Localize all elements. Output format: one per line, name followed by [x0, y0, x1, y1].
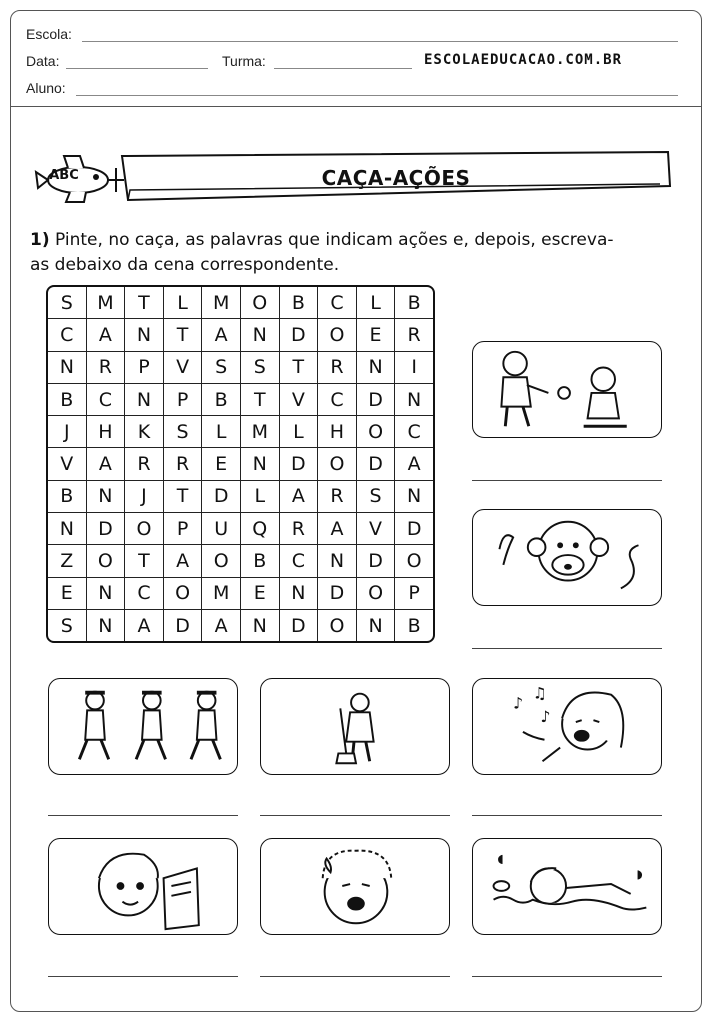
answer-line-8[interactable] [472, 976, 662, 977]
grid-row [48, 383, 433, 415]
grid-cell[interactable]: C [86, 383, 125, 415]
svg-text:◖: ◖ [497, 851, 504, 866]
scene-child-crying [260, 838, 450, 935]
grid-cell[interactable]: R [163, 448, 202, 480]
grid-cell[interactable]: N [48, 351, 86, 383]
grid-cell[interactable]: C [125, 577, 164, 609]
grid-cell[interactable]: A [202, 609, 241, 641]
grid-cell[interactable]: N [395, 480, 433, 512]
grid-cell[interactable]: A [125, 609, 164, 641]
grid-cell[interactable]: N [240, 319, 279, 351]
answer-line-4[interactable] [260, 815, 450, 816]
escola-label: Escola: [26, 26, 72, 42]
grid-cell[interactable]: N [318, 545, 357, 577]
instruction-line2: as debaixo da cena correspondente. [30, 255, 340, 275]
scene-child-swimming [472, 838, 662, 935]
grid-cell[interactable]: N [125, 383, 164, 415]
grid-cell[interactable]: O [163, 577, 202, 609]
kids-ball-icon [473, 342, 661, 437]
grid-cell[interactable]: M [240, 416, 279, 448]
grid-cell[interactable]: M [86, 287, 125, 319]
grid-cell[interactable]: J [48, 416, 86, 448]
grid-row [48, 577, 433, 609]
grid-row [48, 319, 433, 351]
grid-cell[interactable]: O [202, 545, 241, 577]
answer-line-2[interactable] [472, 648, 662, 649]
grid-cell[interactable]: V [48, 448, 86, 480]
grid-cell[interactable]: M [202, 287, 241, 319]
grid-cell[interactable]: O [86, 545, 125, 577]
grid-cell[interactable]: E [356, 319, 395, 351]
grid-cell[interactable]: P [163, 383, 202, 415]
svg-text:♪: ♪ [513, 693, 524, 713]
monkey-icon [473, 510, 661, 605]
grid-cell[interactable]: J [125, 480, 164, 512]
grid-cell[interactable]: D [279, 319, 318, 351]
aluno-line[interactable] [76, 95, 678, 96]
grid-cell[interactable]: E [202, 448, 241, 480]
data-label: Data: [26, 53, 60, 69]
grid-cell[interactable]: T [125, 287, 164, 319]
grid-cell[interactable]: D [163, 609, 202, 641]
grid-cell[interactable]: O [356, 577, 395, 609]
grid-row [48, 480, 433, 512]
svg-text:♫: ♫ [532, 683, 547, 703]
grid-cell[interactable]: O [395, 545, 433, 577]
grid-cell[interactable]: A [279, 480, 318, 512]
grid-cell[interactable]: A [202, 319, 241, 351]
question-number: 1) [30, 230, 50, 250]
grid-cell[interactable]: D [395, 513, 433, 545]
grid-cell[interactable]: D [356, 383, 395, 415]
scene-girl-sweeping [260, 678, 450, 775]
grid-cell[interactable]: Z [48, 545, 86, 577]
grid-cell[interactable]: R [318, 351, 357, 383]
grid-cell[interactable]: Q [240, 513, 279, 545]
grid-cell[interactable]: N [240, 609, 279, 641]
grid-cell[interactable]: C [48, 319, 86, 351]
grid-cell[interactable]: D [356, 545, 395, 577]
grid-cell[interactable]: D [202, 480, 241, 512]
grid-cell[interactable]: L [163, 287, 202, 319]
grid-cell[interactable]: O [318, 448, 357, 480]
grid-cell[interactable]: T [125, 545, 164, 577]
grid-cell[interactable]: B [395, 287, 433, 319]
grid-cell[interactable]: O [356, 416, 395, 448]
grid-cell[interactable]: D [356, 448, 395, 480]
grid-cell[interactable]: S [48, 287, 86, 319]
grid-cell[interactable]: I [395, 351, 433, 383]
grid-cell[interactable]: B [395, 609, 433, 641]
grid-cell[interactable]: B [48, 383, 86, 415]
grid-row [48, 448, 433, 480]
grid-cell[interactable]: H [318, 416, 357, 448]
book-icon [49, 839, 237, 934]
answer-line-5[interactable] [472, 815, 662, 816]
grid-cell[interactable]: R [125, 448, 164, 480]
answer-line-6[interactable] [48, 976, 238, 977]
grid-row [48, 287, 433, 319]
grid-cell[interactable]: N [86, 609, 125, 641]
grid-cell[interactable]: A [86, 319, 125, 351]
instruction [30, 228, 690, 278]
grid-row [48, 513, 433, 545]
grid-cell[interactable]: D [318, 577, 357, 609]
page-title: CAÇA-AÇÕES [321, 166, 471, 190]
answer-line-1[interactable] [472, 480, 662, 481]
grid-cell[interactable]: O [125, 513, 164, 545]
grid-cell[interactable]: N [48, 513, 86, 545]
grid-cell[interactable]: B [48, 480, 86, 512]
grid-cell[interactable]: A [395, 448, 433, 480]
grid-cell[interactable]: C [279, 545, 318, 577]
water-icon [473, 839, 661, 934]
grid-cell[interactable]: N [356, 609, 395, 641]
grid-cell[interactable]: K [125, 416, 164, 448]
grid-cell[interactable]: D [86, 513, 125, 545]
scene-soldiers-marching [48, 678, 238, 775]
grid-row [48, 609, 433, 641]
grid-cell[interactable]: U [202, 513, 241, 545]
turma-line[interactable] [274, 68, 412, 69]
tears-icon [261, 839, 449, 934]
grid-cell[interactable]: N [86, 480, 125, 512]
escola-line[interactable] [82, 41, 678, 42]
grid-cell[interactable]: S [240, 351, 279, 383]
grid-cell[interactable]: B [202, 383, 241, 415]
grid-cell[interactable]: S [202, 351, 241, 383]
grid-cell[interactable]: B [240, 545, 279, 577]
grid-row [48, 416, 433, 448]
grid-cell[interactable]: S [356, 480, 395, 512]
grid-cell[interactable]: T [163, 480, 202, 512]
grid-cell[interactable]: E [48, 577, 86, 609]
grid-cell[interactable]: V [279, 383, 318, 415]
grid-cell[interactable]: E [240, 577, 279, 609]
grid-cell[interactable]: H [86, 416, 125, 448]
data-line[interactable] [66, 68, 208, 69]
grid-cell[interactable]: O [318, 319, 357, 351]
plane-label: ABC [49, 168, 79, 183]
site-url: ESCOLAEDUCACAO.COM.BR [424, 52, 623, 68]
grid-cell[interactable]: V [356, 513, 395, 545]
grid-cell[interactable]: O [318, 609, 357, 641]
scene-monkey-eating-banana [472, 509, 662, 606]
grid-cell[interactable]: L [279, 416, 318, 448]
grid-cell[interactable]: N [279, 577, 318, 609]
grid-cell[interactable]: T [163, 319, 202, 351]
grid-cell[interactable]: R [395, 319, 433, 351]
aluno-label: Aluno: [26, 80, 66, 96]
grid-cell[interactable]: N [356, 351, 395, 383]
grid-cell[interactable]: S [48, 609, 86, 641]
grid-cell[interactable]: A [163, 545, 202, 577]
broom-icon [261, 679, 449, 774]
scene-woman-singing [472, 678, 662, 775]
grid-row [48, 351, 433, 383]
grid-cell[interactable]: D [279, 609, 318, 641]
grid-cell[interactable]: S [163, 416, 202, 448]
word-search-grid [46, 285, 435, 643]
grid-cell[interactable]: N [240, 448, 279, 480]
grid-cell[interactable]: C [318, 287, 357, 319]
svg-text:♪: ♪ [540, 707, 551, 727]
grid-cell[interactable]: R [86, 351, 125, 383]
grid-cell[interactable]: A [86, 448, 125, 480]
scene-children-playing-ball [472, 341, 662, 438]
grid-cell[interactable]: B [279, 287, 318, 319]
grid-cell[interactable]: C [395, 416, 433, 448]
grid-cell[interactable]: R [279, 513, 318, 545]
turma-label: Turma: [222, 53, 266, 69]
grid-cell[interactable]: L [356, 287, 395, 319]
grid-cell[interactable]: N [86, 577, 125, 609]
soldiers-icon [49, 679, 237, 774]
grid-cell[interactable]: T [279, 351, 318, 383]
answer-line-3[interactable] [48, 815, 238, 816]
grid-row [48, 545, 433, 577]
grid-cell[interactable]: C [318, 383, 357, 415]
music-notes-icon [473, 679, 661, 774]
grid-cell[interactable]: R [318, 480, 357, 512]
grid-cell[interactable]: T [240, 383, 279, 415]
instruction-line1: Pinte, no caça, as palavras que indicam ações e, depois, escreva- [55, 230, 614, 250]
grid-cell[interactable]: L [202, 416, 241, 448]
grid-cell[interactable]: O [240, 287, 279, 319]
header-divider [10, 106, 702, 107]
grid-cell[interactable]: A [318, 513, 357, 545]
grid-cell[interactable]: P [163, 513, 202, 545]
grid-cell[interactable]: M [202, 577, 241, 609]
grid-cell[interactable]: D [279, 448, 318, 480]
grid-cell[interactable]: P [125, 351, 164, 383]
answer-line-7[interactable] [260, 976, 450, 977]
grid-cell[interactable]: V [163, 351, 202, 383]
grid-cell[interactable]: L [240, 480, 279, 512]
svg-text:◗: ◗ [636, 867, 643, 882]
grid-cell[interactable]: P [395, 577, 433, 609]
grid-cell[interactable]: N [395, 383, 433, 415]
scene-boy-reading [48, 838, 238, 935]
grid-cell[interactable]: N [125, 319, 164, 351]
